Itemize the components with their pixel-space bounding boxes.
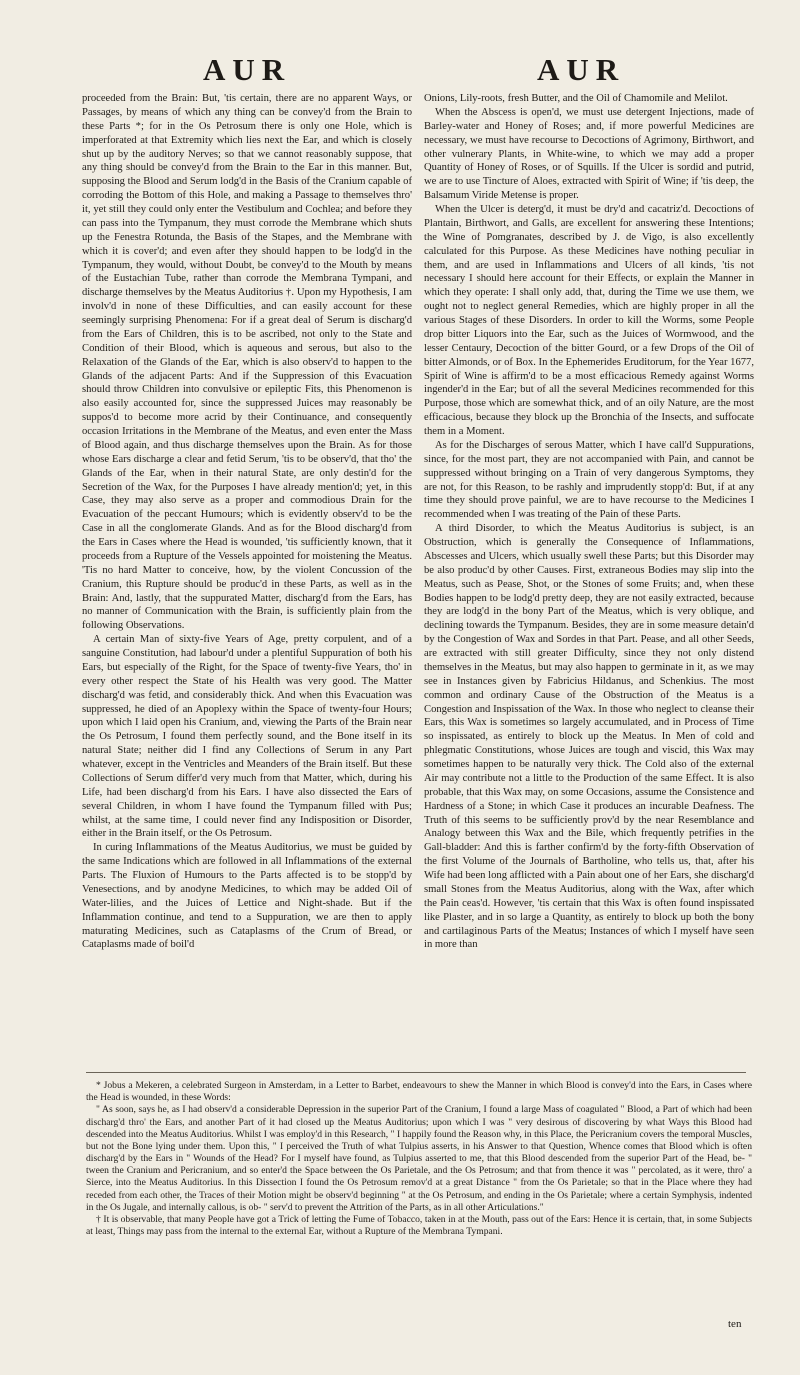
paragraph: A third Disorder, to which the Meatus Auditorius is subject, is an Obstruction, which is generally the Consequence of Inflammations, Abscesses and Ulcers, which usually swell these Parts; but this Disorder may be also produc'd by other Causes. First, extraneous Bodies may slip into the Meatus, such as Pease, Shot, or the Stones of some Fruits; and, when these Bodies happen to be lodg'd pretty deep, they are not easily extracted, because they are lodg'd in the bony Part of the Meatus, which is very oblique, and declining towards the Tympanum. Besides, they are in some measure detain'd by the Congestion of Wax and Sordes in that Part. Pease, and all other Seeds, are extracted with still greater Difficulty, since they not only distend themselves in the Meatus, but may also happen to germinate in it, as we may see in Instances given by Fabricius Hildanus, and Schenkius. The most common and ordinary Cause of the Obstruction of the Meatus is a Congestion and Inspissation of the Wax. In those who neglect to cleanse their Ears, this Wax is sometimes so largely accumulated, and in Process of Time so inspissated, as entirely to block up the Meatus. In Men of cold and phlegmatic Constitutions, whose Juices are tough and viscid, this Wax may sometimes happen to be naturally very thick. The Cold also of the external Air may contribute not a little to the Production of the same Effect. It is also probable, that this Wax may, on some Occasions, assume the Consistence and Hardness of a Stone; in which Case it produces an incurable Deafness. The Truth of this seems to be sufficiently prov'd by the near Resemblance and Analogy between this Wax and the Bile, which frequently petrifies in the Gall-bladder: And this is farther confirm'd by the forty-fifth Observation of the first Volume of the Journals of Bartholine, who tells us, that, after his Wife had been long afflicted with a Pain about one of her Ears, she discharg'd small Stones from the Meatus Auditorius, along with the Wax, after which the Pain ceas'd. However, 'tis certain that this Wax is often found inspissated like Plaster, and in so large a Quantity, as entirely to block up both the bony and cartilaginous Parts of the Meatus; Instances of which I myself have seen in more than [424,523,754,951]
footnote-quote: " As soon, says he, as I had observ'd a considerable Depression in the superior Part of the Cranium, I found a large Mass of coagulated " Blood, a Part of which had been discharg'd thro' the Ears, and another Part of it had closed up the Meatus Auditorius; upon which I was " very desirous of discovering by what Ways this Blood had descended into the Meatus Auditorius. Whilst I was employ'd in this Research, " I happily found the Reason why, in this Place, the Pericranium covers the temporal Muscles, but not the Bone lying under them. Upon this, " I perceived the Truth of what Tulpius asserts, in his Answer to that Question, Whence comes that Blood which is often discharg'd by the Ears in " Wounds of the Head? For I myself have found, as Tulpius asserted to me, that this Blood descended from the superior Part of the Head, be- " tween the Cranium and Pericranium, and so enter'd the Space between the Os Parietale, and the Os Petrosum; and that from thence it was " percolated, as it were, thro' a Sierce, into the Meatus Auditorius. In this Dissection I found the Os Petrosum remov'd at a great Distance " from the Os Parietale; so that in the Place where they had receded from each other, the Traces of their Motion might be observ'd beginning " at the Os Petrosum, and ending in the Os Parietale; where a certain Symphysis, indented in the Os Jugale, and internally callous, is ob- " serv'd to prevent the Attrition of the Parts, as in all other Articulations." [86,1104,752,1213]
paragraph: When the Ulcer is deterg'd, it must be dry'd and cacatriz'd. Decoctions of Plantain, Birthwort, and Galls, are excellent for answering these Intentions; the Wine of Pomgranates, described by J. de Vigo, is also excellently calculated for this Purpose. As these Medicines have nothing peculiar in them, and are used in Inflammations and Ulcers of all kinds, 'tis not necessary I should here account for their Effects, or explain the Manner in which they operate: I shall only add, that, during the Time we use them, we ought not to neglect general Remedies, which are highly proper in all the various Stages of these Disorders. In order to kill the Worms, some People drop bitter Liquors into the Ear, such as the Juices of Wormwood, and the lesser Centaury, Decoction of the bitter Gourd, or a few Drops of the Oil of bitter Almonds, or of Box. In the Ephemerides Eruditorum, for the Year 1677, Spirit of Wine is affirm'd to be a most efficacious Remedy against Worms ingender'd in the Ear; but of all the several Medicines recommended for this Purpose, those which are somewhat thick, and of an oily Nature, are the most efficacious, because they block up the Bronchia of the Insects, and suffocate them in a Moment. [424,204,754,437]
paragraph: When the Abscess is open'd, we must use detergent Injections, made of Barley-water and Honey of Roses; and, if more powerful Medicines are necessary, we must have recourse to Decoctions of Agrimony, Birthwort, and other vulnerary Plants, in White-wine, to which we may add a proper Quantity of Honey of Roses, or of Squills. If the Ulcer is sordid and putrid, we are to use Tincture of Aloes, extracted with Spirit of Wine; if 'tis deep, the Balsamum Viride Metense is proper. [424,106,754,202]
paragraph: A certain Man of sixty-five Years of Age, pretty corpulent, and of a sanguine Constitution, had labour'd under a plentiful Suppuration of both his Ears, but especially of the Right, for the Space of twenty-five Years, tho' in every other respect the State of his Health was very good. The Matter discharg'd was fetid, and considerably thick. And when this Evacuation was suppressed, he died of an Apoplexy within the Space of twenty-four Hours; upon which I laid open his Cranium, and, viewing the Parts of the Brain near the Os Petrosum, I found them perfectly sound, and the Bone itself in its natural State; neither did I find any Collections of Serum in any Part whatever, except in the Ventricles and Meanders of the Brain itself. But these Collections of Serum differ'd very much from that Matter, which, during his Life, had been discharg'd from his Ears. I have also dissected the Ears of several Children, in whom I have found the Tympanum filled with Pus; whilst, at the same time, I could never find any Indisposition or Disorder, either in the Brain itself, or the Os Petrosum. [82,634,412,840]
left-column [82,92,412,1062]
paragraph: Onions, Lily-roots, fresh Butter, and the Oil of Chamomile and Melilot. [424,93,728,104]
catchword: ten [728,1318,742,1330]
footnotes [86,1080,752,1238]
footnote: * Jobus a Mekeren, a celebrated Surgeon in Amsterdam, in a Letter to Barbet, endeavours to shew the Manner in which Blood is convey'd into the Ears, in Cases where the Head is wounded, in these Words: [86,1080,752,1104]
paragraph: proceeded from the Brain: But, 'tis certain, there are no apparent Ways, or Passages, by means of which any thing can be convey'd from the Brain to these Parts *; for in the Os Petrosum there is only one Hole, which is imperforated at that Extremity which lies next the Ear, and which is closely shut up by the auditory Nerves; so that we cannot reasonably suppose, that any thing should be convey'd from the Brain to the Ear in this manner. But, supposing the Blood and Serum lodg'd in the Basis of the Cranium capable of corroding the Bottom of this Hole, and making a Passage to themselves thro' it, yet still they could only enter the Vestibulum and Cochlea; and before they can pass into the Tympanum, they must corrode the Membrane which shuts up the Fenestra Rotunda, the Basis of the Stapes, and the Membrane with which it is cover'd; and even after they should happen to be lodg'd in the Tympanum, they would, without Doubt, be convey'd to the Mouth by means of the Eustachian Tube, rather than corrode the Membrana Tympani, and discharge themselves by the Meatus Auditorius †. Upon my Hypothesis, I am involv'd in none of these Difficulties, and can easily account for these seemingly surprising Phenomena: For if a great deal of Serum is discharg'd from the Ears of Children, this is to be ascribed, not only to the State and Condition of their Blood, which is aqueous and serous, but also to the Relaxation of the Glands of the Ear, which is also observ'd to happen to the Glands of the adjacent Parts: And if the Suppression of this Evacuation should throw Children into convulsive or epileptic Fits, this Phenomenon is also easily accounted for, since the suppressed Juices may reasonably be suppos'd to become more acrid by their Continuance, and consequently occasion Irritations in the Membrane of the Meatus, and even enter the Mass of Blood again, and thus discharge themselves upon the Brain. As for those whose Ears discharge a clear and fetid Serum, 'tis to be observ'd, that tho' the Glands of the Ear, when in their natural State, are only destin'd for the Secretion of the Wax, for the Purposes I have already mention'd; yet, in this Case, they may also serve as a proper and commodious Drain for the Evacuation of the peccant Humours; which is evidently observ'd to be the Case in all the conglomerate Glands. And as for the Blood discharg'd from the Ears in Cases where the Head is wounded, 'tis sufficiently known, that it proceeds from a Rupture of the Vessels appointed for moistening the Meatus. 'Tis no hard Matter to conceive, how, by the violent Concussion of the Cranium, this Rupture should be produc'd in these Parts, as well as in the Brain: And, lastly, that the suppurated Matter, discharg'd from the Ears, has no manner of Communication with the Brain, is sufficiently plain from the following Observations. [82,93,412,632]
right-column [424,92,754,1062]
paragraph: In curing Inflammations of the Meatus Auditorius, we must be guided by the same Indications which are followed in all Inflammations of the external Parts. The Fluxion of Humours to the Parts affected is to be stopp'd by Venesections, and by anodyne Medicines, to which may be added Oil of Water-lilies, and the Juices of Lettice and Night-shade. But if the Inflammation continue, and tend to a Suppuration, we are then to apply maturating Medicines, such as Cataplasms of the Crum of Bread, or Cataplasms made of boil'd [82,842,412,951]
footnote-divider [86,1072,746,1073]
running-head-left: AUR [203,52,292,87]
footnote: † It is observable, that many People have got a Trick of letting the Fume of Tobacco, taken in at the Mouth, pass out of the Ears: Hence it is certain, that, in some Subjects at least, Things may pass from the internal to the external Ear, without a Rupture of the Membrana Tympani. [86,1213,752,1238]
running-head-right: AUR [537,52,626,87]
paragraph: As for the Discharges of serous Matter, which I have call'd Suppurations, since, for the most part, they are not accompanied with Pain, and cannot be suppressed without bringing on a Train of very dangerous Symptoms, they are not, for this Reason, to be rashly and imprudently stopp'd: But, if at any time they should prove painful, we are to have recourse to the Medicines I recommended when I was treating of the Pain of these Parts. [424,439,754,521]
